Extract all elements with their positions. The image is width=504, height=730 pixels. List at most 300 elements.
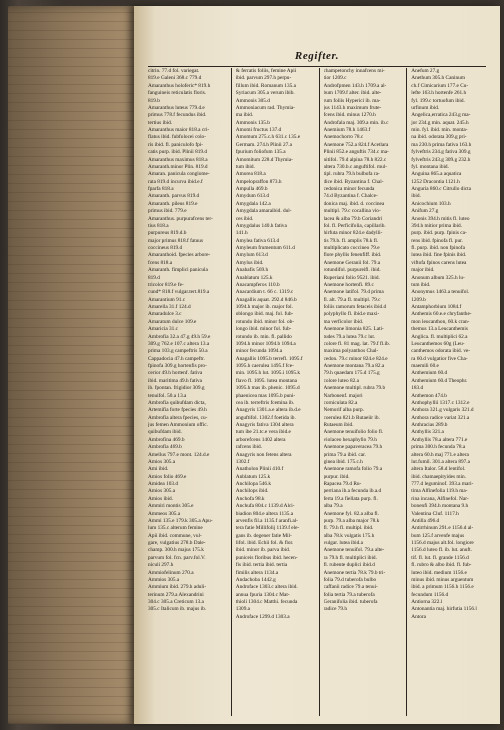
index-entry-line: Amygdala amaraibid. dul- xyxy=(235,208,292,215)
index-entry-line: altera Italor. 58.d lentifol. xyxy=(411,466,466,473)
page-title-text: Regifter. xyxy=(294,50,340,62)
index-entry-line: Androfpmen 143.h 1709.a al- xyxy=(323,82,387,89)
index-entry-line: min. 1095.h lut. 1095.i 1095.k xyxy=(235,370,301,377)
index-entry-line: Amyleum frumentum 611.d xyxy=(235,245,295,251)
index-entry-line: quibufdam ibid. xyxy=(148,429,182,436)
index-entry-line: ma ibid. xyxy=(235,112,254,119)
index-entry-line: Anagyris fativa 1304 altera xyxy=(235,422,294,428)
index-entry-line: rafcens ibid. xyxy=(235,444,262,451)
index-entry-line: Angelica,erratica 243.g ma- xyxy=(411,112,471,119)
index-entry-line: Amylum 613.d xyxy=(235,252,268,259)
index-column-2 xyxy=(232,68,320,716)
index-entry-line: Ammoniacum rad. Thymia- xyxy=(235,104,295,111)
index-entry-line: vulgar. lutea ibid.a xyxy=(323,540,363,546)
index-entry-line: Amios folio 469.e xyxy=(148,473,187,480)
index-entry-line: 1209.b xyxy=(411,296,426,303)
index-entry-line: polyphyllo fl. ibid.e maxi- xyxy=(323,311,380,318)
index-entry-line: Anacardium t. 66 c. 1319.c xyxy=(235,289,294,296)
index-entry-line: major ibid. xyxy=(411,267,435,274)
index-entry-line: Anthora radice variat 321.a xyxy=(411,414,470,421)
index-entry-line: jor 234.g min. aquat. 245.h xyxy=(411,119,469,126)
index-entry-line: coerulea 821.b Rutaeiir ib. xyxy=(323,414,380,421)
index-entry-line: Anemone ramofa folio 79.a xyxy=(323,466,383,473)
left-page-edge xyxy=(8,6,136,724)
index-entry-line: Antirrhinum 291.e 1156.d al- xyxy=(411,525,474,532)
index-entry-line: Amygdalus 140.h fativa xyxy=(235,222,287,229)
index-column-4 xyxy=(407,68,494,716)
index-entry-line: Ammeos 305.a xyxy=(148,510,181,517)
index-entry-line: tis 79.b. fl. amplis 78.k fl. xyxy=(323,237,379,244)
index-entry-line: corniculata 82.a xyxy=(323,399,358,406)
index-entry-line: Anchilopa 546.k xyxy=(235,481,272,487)
index-entry-line: fcens 818.a xyxy=(148,259,173,266)
index-entry-line: alba 78.k vulgatis 175.h xyxy=(323,532,375,539)
index-columns xyxy=(144,68,494,716)
index-entry-line: lut.fumil. 301.a altera 897.a xyxy=(411,458,470,465)
index-entry-line: Anthemium 60.d xyxy=(411,370,448,377)
index-entry-line: Anagallis 1095.b terrefl. 1095.f xyxy=(235,355,303,362)
index-entry-line: 1094.h minor 1094.b 1094.a xyxy=(235,340,296,347)
index-entry-line: ra 79.h fl. multiplici ibid. xyxy=(323,554,377,561)
index-entry-line: Antamphorbium 1084.f xyxy=(411,304,462,310)
index-entry-line: fecundum 1156.d xyxy=(411,591,449,598)
index-entry-line: champ. 300.h majus 175.k xyxy=(148,547,204,554)
index-entry-line: 1156.d majus alt.fol. longiore xyxy=(411,540,474,546)
index-entry-line: Ampelopraffon 873.h xyxy=(235,178,282,185)
index-entry-line: jus femen Ammonium offic. xyxy=(148,422,208,428)
index-entry-line: anguftifol. 1302.f foetida ib. xyxy=(235,414,296,421)
index-entry-line: Anacampferos 110.b xyxy=(235,281,280,288)
index-entry-line: Amidea 103.d xyxy=(148,481,179,487)
index-entry-line: Anemone tenuifolio folio fl. xyxy=(323,429,384,436)
index-entry-line: maemili 60.e xyxy=(411,363,439,369)
index-entry-line: Antora xyxy=(411,613,426,620)
index-entry-line: fylveftris 234.g fativa 309.g xyxy=(411,149,471,156)
index-entry-line: fyl. 199.c tortuofum ibid. xyxy=(411,97,465,104)
index-entry-line: Amydum 613.d xyxy=(235,193,270,200)
index-entry-line: Anthophyllii 1317.c 1312.e xyxy=(411,399,470,406)
index-entry-line: ibid. xyxy=(411,193,421,200)
index-entry-line: 819.b xyxy=(148,97,160,104)
index-entry-line: lum 135.c alterum femine xyxy=(148,525,203,532)
index-entry-line: tudes 79.a lutea 79.c lut. xyxy=(323,333,376,340)
index-entry-line: Anifum 27.g xyxy=(411,208,439,215)
page-title xyxy=(134,50,500,67)
index-entry-line: Amomi fructus 137.d xyxy=(235,127,282,133)
index-entry-line: puniceis floribus ibid. hecen- xyxy=(235,554,298,561)
index-entry-line: fl. rubro & albo ibid. fl. fub- xyxy=(411,562,472,569)
index-entry-line: rotundo ibid. minor fol. ob- xyxy=(235,318,295,325)
index-entry-line: prima 79.a ibid. car. xyxy=(323,451,366,458)
index-entry-line: cedonica minor fecunda xyxy=(323,186,375,192)
index-entry-line: Anemone tertia 78.k 79.b tri- xyxy=(323,569,386,576)
index-entry-line: purp. 79.a alba major 78.k xyxy=(323,517,380,524)
index-entry-line: thioli 1304.c Matthi. fecunda xyxy=(235,599,298,605)
index-entry-line: Antilla 496.d xyxy=(411,517,440,524)
index-entry-line: Valentina Cluf. 1117.h xyxy=(411,510,459,517)
index-entry-line: Anthyllis 321.a xyxy=(411,429,444,436)
index-entry-line: Ami ibid. xyxy=(148,466,169,473)
index-entry-line: Amygdala 142.a xyxy=(235,200,271,207)
index-entry-line: bum 1709.f alter. ibid. alte- xyxy=(323,90,382,97)
index-entry-line: Anchilops ibid. xyxy=(235,488,269,495)
index-entry-line: biadion 804.e altera 1135.a xyxy=(235,510,294,517)
index-entry-line: fylveftris 243.g 309.g 232.h xyxy=(411,156,471,163)
index-entry-line: fl. alt. 79.a fl. multipl. 79.c xyxy=(323,296,381,303)
index-entry-line: 1094.h major ib. major fol. xyxy=(235,304,293,310)
index-entry-line: Anonum album 325.h lu- xyxy=(411,274,465,281)
index-entry-line: purp. ibid. purp. fpinis ca- xyxy=(411,230,467,237)
index-entry-line: cund* 818.f vulgar.tert.819.a xyxy=(148,289,210,296)
index-entry-line: Andachoba 1442.g xyxy=(235,576,276,583)
index-entry-line: parvum fol. fcn. parv.fol.V. xyxy=(148,554,206,561)
index-entry-line: Anemone fyl. 82.a alba fl. xyxy=(323,510,379,517)
index-entry-line: bonenfi 394.h montana 9.h xyxy=(411,503,469,510)
index-entry-line: maxima polyanthos Chal- xyxy=(323,348,379,355)
index-entry-line: Syriacum 305.a verum ibib. xyxy=(235,90,295,97)
index-entry-line: ma verficolor ibid. xyxy=(323,318,364,325)
index-entry-line: catis purp. ibid. Plinii 819.d xyxy=(148,149,208,156)
index-entry-line: Anthemon 474.b xyxy=(411,392,447,399)
index-entry-line: ferta 19.a fiellata purp. fl. xyxy=(323,495,378,502)
index-entry-line: Antonantia maj. hirfutia 1156.l xyxy=(411,606,477,613)
index-entry-line: Anemone Geranii fol. 79.a xyxy=(323,259,381,266)
index-entry-line: urfinum ibid. xyxy=(411,104,440,111)
index-entry-line: lefte 163.h hortenfe 261.h xyxy=(411,90,467,97)
index-entry-line: na ibid. odorata 309.g pri- xyxy=(411,134,467,141)
index-entry-line: Anagyris non fetens altera xyxy=(235,451,292,458)
index-entry-line: tricolor 819.e fe- xyxy=(148,281,184,288)
index-entry-line: Anethum 305.h Caninum xyxy=(411,75,465,82)
index-entry-line: tior 1209.c xyxy=(323,75,347,82)
index-entry-line: longo ibid. minor fol. fub- xyxy=(235,326,292,333)
index-entry-line: fpurium foliofum 135.a xyxy=(235,149,286,156)
index-entry-line: 309.g 762.e 107.c altera 13.a xyxy=(148,340,210,347)
index-entry-line: niculi 297.h xyxy=(148,562,174,569)
index-entry-line: dice ibid. Byzantina f. Chal- xyxy=(323,178,384,185)
index-entry-line: hirfuta minor 824.e dadylli- xyxy=(323,230,383,237)
index-entry-line: Anemone tenuifol. 79.a alte- xyxy=(323,547,385,554)
book-page xyxy=(134,6,500,724)
index-entry-line: Anguina 865.a aquatica xyxy=(411,171,462,178)
index-entry-line: purpur. ibid. xyxy=(323,473,350,480)
index-entry-line: Nemorif alba purp. xyxy=(323,407,364,414)
index-entry-line: coccineus 819.d xyxy=(148,245,183,251)
index-entry-line: oblongo ibid. maj. fol. fub- xyxy=(235,311,294,318)
index-entry-line: Anatholon Plinii 410.f xyxy=(235,466,284,473)
index-entry-line: rata 819.d incurva ibid.e.f xyxy=(148,178,203,185)
index-entry-line: Anonymus 1463.a tenuifol. xyxy=(411,289,470,296)
index-entry-line: donica maj. ibid. d. coccinea xyxy=(323,200,385,207)
index-entry-line: Anabafis 569.h xyxy=(235,267,269,274)
index-entry-line: Amios ibid. xyxy=(148,495,174,502)
index-entry-line: tera fatie Millifolij 1139.f ele- xyxy=(235,525,300,532)
index-entry-line: foliis ramorum fetaceis ibid.d xyxy=(323,304,387,310)
index-entry-line: rina incana, Alfinefol. Nar- xyxy=(411,495,469,502)
index-entry-line: rotundifol. purpureifl. ibid. xyxy=(323,267,381,274)
index-entry-line: Germam. 274.h Plinii 27.a xyxy=(235,141,292,148)
index-entry-line: ibid. maritima 49.h fativa xyxy=(148,377,202,384)
index-entry-line: purpureus 819.d.b xyxy=(148,230,187,237)
index-entry-line: arvenfis fil.a 1135.f aranfi.al- xyxy=(235,517,298,524)
index-entry-line: Amaranth.minor Plin. 819.d xyxy=(148,163,208,170)
index-entry-line: fl. purp. ibid. non fpinofa xyxy=(411,245,465,251)
index-entry-line: prima 103.g campeftris 50.a xyxy=(148,348,208,355)
index-entry-line: themus 13.a Leucanthemis xyxy=(411,326,468,333)
index-entry-line: primus 778.f fecundus ibid. xyxy=(148,112,207,119)
index-entry-line: Apii ibid. commune, vul- xyxy=(148,532,202,539)
index-entry-line: fpinofa 309.g hortenfis pro- xyxy=(148,363,207,369)
index-entry-line: radice 79.h xyxy=(323,606,348,613)
index-entry-line: Anglica. fl. multiplici 62.a xyxy=(411,333,468,340)
index-entry-line: ibid. minor ib. parva ibid. xyxy=(235,547,291,554)
index-entry-line: 1309.a xyxy=(235,606,251,613)
index-entry-line: Antiorna 322.l xyxy=(411,599,443,605)
index-entry-line: Androfala maj. 309.a min. ib.c xyxy=(323,119,389,126)
index-entry-line: lutea ibid. fine fpinis ibid. xyxy=(411,252,467,259)
index-entry-line: primus ibid. 779.e xyxy=(148,208,187,215)
index-entry-line: Ambrofina 469.b xyxy=(148,436,185,443)
index-entry-line: viftofa fpinos carens lutea xyxy=(411,259,467,266)
index-entry-line: Ammonis 305.d xyxy=(235,97,270,104)
index-entry-line: caffanii radice 79.a tenui- xyxy=(323,584,378,591)
index-entry-line: Ammios 305.a xyxy=(148,576,180,583)
index-entry-line: Amarantium 91.c xyxy=(148,296,186,303)
index-entry-line: fparfa 818.a xyxy=(148,186,174,192)
index-entry-line: lifol. ibid. Echii fol. & flor. xyxy=(235,540,294,546)
index-entry-line: fyl. montana ibid. xyxy=(411,163,449,170)
index-entry-line: colore fl. 81 mag. lat. 79.f fl.ib. xyxy=(323,340,390,347)
index-entry-line: Amios 305.a xyxy=(148,458,176,465)
index-entry-line: Amios 305.a xyxy=(148,488,176,495)
index-entry-line: Amaranthus luteus 779.d.e xyxy=(148,104,205,111)
index-entry-line: Anthracias 289.b xyxy=(411,422,448,428)
index-entry-line: Amomitum 228.d Thymia- xyxy=(235,156,293,163)
index-entry-line: Amaranthus maximus 818.a xyxy=(148,156,208,163)
index-entry-line: major primus 818.f fatuus xyxy=(148,237,204,244)
index-entry-line: 1156.d luteo fl. ib. lut. anuft. xyxy=(411,547,472,554)
index-entry-line: 74.d Byzantina f. Chalce- xyxy=(323,193,378,200)
index-column-3 xyxy=(320,68,408,716)
index-entry-line: 1302.f xyxy=(235,458,250,465)
index-entry-line: alba 79.a xyxy=(323,503,343,510)
index-entry-line: Anemone papaveracea 79.h xyxy=(323,444,383,451)
index-entry-line: 141.h xyxy=(235,230,248,237)
index-entry-line: Ammi 135.e 179.k 305.a Apu- xyxy=(148,517,213,524)
index-entry-line: altera 730.b.c anguftifol. mul- xyxy=(323,163,388,170)
index-entry-line: Amaranth. pileus 819.e xyxy=(148,200,198,207)
index-entry-line: multiplicato coccineo 79.e xyxy=(323,245,380,251)
index-entry-line: altera 60.h maj 771.e altera xyxy=(411,451,469,458)
index-column-1 xyxy=(144,68,232,716)
index-entry-line: 183.d xyxy=(411,385,424,392)
index-entry-line: Plinii 852.e anguftis 734.c ma- xyxy=(323,149,389,156)
index-entry-line: annua fpuria 1304.c Mat- xyxy=(235,591,290,598)
index-entry-line: Anicochium 103.h xyxy=(411,200,451,207)
index-entry-line: tipl. rubra 79.h bulbofa ra- xyxy=(323,171,380,178)
index-entry-line: ginea ibid. 175.c.h xyxy=(323,458,363,465)
index-entry-line: Anemone 752.a 824.f Acetlara xyxy=(323,141,389,148)
index-entry-line: Ammium ibid. 279.h aduli- xyxy=(148,584,207,591)
index-entry-line: tima Alfinefolia 119.h ma- xyxy=(411,488,468,495)
index-entry-line: Amarella 31.f 124.d xyxy=(148,304,191,310)
index-entry-line: rens ibid. fpinofa fl. pur. xyxy=(411,237,463,244)
index-entry-line: Anagallis aquat. 292.d 846.b xyxy=(235,296,297,303)
index-entry-line: Ammiofelinum 270.a xyxy=(148,569,194,576)
index-entry-line: ris ibid. fl. paniculofo fpi- xyxy=(148,141,204,148)
index-entry-line: mon leucanthon, 60.k cran- xyxy=(411,318,470,325)
index-entry-line: ibid. a primum 1156.h 1156.e xyxy=(411,584,474,591)
index-entry-line: Anblatum 125.k xyxy=(235,473,271,480)
index-entry-line: 819.e Galeni 368.c 779.d xyxy=(148,75,202,82)
index-entry-line: cea ib. terreftris fcemina ib. xyxy=(235,399,295,406)
index-entry-line: citrin. 77.d fol. variegat. xyxy=(148,68,200,74)
index-entry-line: Amaranthus maior 818.a cri- xyxy=(148,127,210,133)
index-entry-line: Anemochorro 78.c xyxy=(323,134,364,141)
index-entry-line: minor fecunda 1094.a xyxy=(235,348,283,355)
index-entry-line: Anemone latifol. 79.d prima xyxy=(323,289,384,296)
index-entry-line: Ruperiani folio 9521. ibid. xyxy=(323,274,380,281)
index-entry-line: Anchofa 98.k xyxy=(235,495,265,502)
index-entry-line: cedon. 79.c minor 824.e 824.e xyxy=(323,355,388,362)
index-entry-line: Anemium 78.h 1463.f xyxy=(323,127,371,133)
index-entry-line: ra 60.d vulgatior five Cha- xyxy=(411,355,468,362)
index-entry-line: multipl. 79.c cocallina vio- xyxy=(323,208,381,215)
index-entry-line: Androface 1299.d 1303.a xyxy=(235,613,290,620)
index-entry-line: fl. rubente duplici ibid.d xyxy=(323,562,375,569)
index-entry-line: Amaranthoid. fpecies arbore- xyxy=(148,252,211,259)
index-entry-line: Anthemis 60.e.e chryfanthe- xyxy=(411,311,472,318)
index-entry-line: Anthyllis 78.a altera 771.e xyxy=(411,436,468,443)
index-entry-line: luteo ibid. medium 1156.e xyxy=(411,569,467,576)
index-entry-line: fl. 79.h fl. multipl. ibid. xyxy=(323,525,374,532)
index-entry-line: Amaranthus. purpurafcens ter- xyxy=(148,215,213,222)
index-entry-line: Anagyris 1301.a.e altera ib.d.e xyxy=(235,407,301,414)
index-entry-line: Geranifolia ibid. tuberofa xyxy=(323,599,378,605)
index-entry-line: Anchufa 804.c 1139.d Alci- xyxy=(235,503,295,510)
index-entry-line: Amylus ibid. xyxy=(235,259,264,266)
index-entry-line: Amellus 797.e mont. 124.d.e xyxy=(148,451,210,458)
index-entry-line: Narbonenf. majori xyxy=(323,392,363,399)
index-entry-line: Rapacea 79.d Ru- xyxy=(323,481,362,487)
index-entry-line: arborefcens 1402 altera xyxy=(235,436,286,443)
index-entry-line: Amaratum dulce 109.e xyxy=(148,318,197,325)
index-entry-line: folia 79.d tuberofa bulbo xyxy=(323,576,377,583)
index-entry-line: & ferratis foliis, femine Apii xyxy=(235,68,297,74)
index-entry-line: Amylea fativa 613.d xyxy=(235,237,280,244)
index-entry-line: 777.d leguminof. 393.a mari- xyxy=(411,481,474,487)
index-entry-line: 819.d xyxy=(148,274,160,281)
index-entry-line: tif. fl. lut. fl. grande 1156.d xyxy=(411,554,469,561)
index-entry-line: tius 818.a xyxy=(148,222,169,229)
index-entry-line: Amaranth. fimplici panicula xyxy=(148,267,208,274)
index-entry-line: minus ibid. minus arguentum xyxy=(411,576,474,583)
index-entry-line: Amaricia 31.c xyxy=(148,326,179,333)
index-entry-line: Ambrofia quibufdam dicta, xyxy=(148,399,206,406)
index-entry-line: tertius ibid. xyxy=(148,119,173,126)
index-entry-line: Amaran. panicula conglome- xyxy=(148,171,210,178)
index-entry-line: tum ibid. xyxy=(235,163,255,170)
index-entry-line: Ammiri montis 305.e xyxy=(148,503,194,510)
index-entry-line: fcens ibid. minus 1270.h xyxy=(323,112,376,119)
index-entry-line: Ammonis 135.b xyxy=(235,119,270,126)
index-entry-line: ib. fpontan. frigidior 309.g xyxy=(148,385,205,392)
index-entry-line: ibid. chamaepityides min. xyxy=(411,473,466,480)
index-entry-line: 394.h mitior prima ibid. xyxy=(411,222,463,229)
index-entry-line: Amaranth. parvus 819.d xyxy=(148,193,200,200)
index-entry-line: champetonchy innafcens mi- xyxy=(323,68,385,74)
index-entry-line: Amomum 275.c.h 631.c 135.e xyxy=(235,134,301,141)
index-entry-line: flore phyllis fenenfiff. ibid. xyxy=(323,252,382,259)
index-entry-line: bum 125.f arvenfe majus xyxy=(411,532,465,539)
index-entry-line: Anemone limonia 825. Lati- xyxy=(323,326,384,333)
index-entry-line: flavo fl. 1095. lutea montana xyxy=(235,377,297,384)
index-entry-line: Cappadocia 47.h campeftr. xyxy=(148,355,205,362)
index-entry-line: ces ibid. xyxy=(235,215,254,222)
index-entry-line: ibid. parvum 297.h perpu- xyxy=(235,75,292,82)
index-entry-line: Ambrofia 469.b xyxy=(148,444,182,451)
index-entry-line: fanguineis reticulatis floris. xyxy=(148,90,207,97)
index-entry-line: Anemone multipl. rubra 79.b xyxy=(323,385,386,392)
index-entry-line: fimilis altera 1134.a xyxy=(235,569,279,576)
index-entry-line: 305.c Italicum ib. majus ib. xyxy=(148,606,207,613)
index-entry-line: gans ib. degener fatie Mil- xyxy=(235,532,292,539)
index-entry-line: lacea & alba 79.b Coriandri xyxy=(323,215,383,222)
index-entry-line: colore luteo 82.a xyxy=(323,377,359,384)
index-entry-line: Ampulla 469.b xyxy=(235,186,268,192)
index-entry-line: Anablatum 125.k xyxy=(235,274,273,281)
index-entry-line: Anthora 321.g vulgaris 321.d xyxy=(411,407,474,414)
index-entry-line: prima 300.h fecunda 78.a xyxy=(411,444,466,451)
index-entry-line: fillum ibid. Romanum 135.a xyxy=(235,82,296,89)
index-entry-line: Amaranthus holoferic* 819.h xyxy=(148,82,211,89)
index-entry-line: jus 1143.h maximum frute- xyxy=(323,104,382,111)
index-entry-line: Anguria 860.c Citrullo dicta xyxy=(411,186,471,192)
index-entry-line: violaceo hexaphyllo 79.h xyxy=(323,436,377,443)
index-entry-line: Artemifia forte fpecies 49.h xyxy=(148,407,207,414)
title-rule xyxy=(148,66,486,67)
index-entry-line: Anthemium 60.d Theophr. xyxy=(411,377,468,384)
index-entry-line: tum ibid. xyxy=(411,281,431,288)
index-entry-line: canthemos odorata ibid. ve- xyxy=(411,348,471,355)
index-entry-line: Rutaeum ibid. xyxy=(323,422,354,428)
index-entry-line: phaenicea mas 1095.b puni- xyxy=(235,392,296,399)
index-entry-line: 1252 Dracontia 1121.h xyxy=(411,178,460,185)
index-entry-line: flatus ibid. fubfolocei colo- xyxy=(148,134,206,141)
index-entry-line: rum foliis Hyperici ib. ma- xyxy=(323,97,381,104)
index-entry-line: ma 230.h prima fativa 163.h xyxy=(411,141,472,148)
index-entry-line: tenuifol. 50.a 13.a xyxy=(148,392,187,399)
index-entry-line: rotundo ib. min. fl. pallido xyxy=(235,333,292,340)
index-entry-line: Androface 1303.c altera ibid. xyxy=(235,584,298,591)
index-entry-line: 1095.h mas ib. phenic. 1095.d xyxy=(235,385,300,392)
index-entry-line: nitifol. 79.d alpina 78.h 822.c xyxy=(323,156,387,163)
index-entry-line: 1095.h caerulea 1495.f fce- xyxy=(235,363,294,369)
index-entry-line: fis ibid. tertia ibid. tertia xyxy=(235,562,288,569)
index-entry-line: tum ibe 21.tc.e vera ibid.e xyxy=(235,429,291,436)
index-entry-line: 304.c 305.a Creticum 13.a xyxy=(148,599,204,605)
index-entry-line: Leucanthemos 60g (Leu- xyxy=(411,340,465,347)
index-entry-line: min. fyl. ibid. min. monta- xyxy=(411,127,468,133)
index-entry-line: cerior 49.h hortenf. fativa xyxy=(148,370,203,377)
index-entry-line: terinum 279.a Alexandrini xyxy=(148,591,204,598)
index-entry-line: Amorea 818.a xyxy=(235,171,266,178)
index-entry-line: Amaradulce 3.c xyxy=(148,311,182,318)
index-entry-line: 79.h quaedam 175.d 175.g xyxy=(323,370,380,377)
index-entry-line: Anemone montana 79.a 82.a xyxy=(323,363,385,369)
index-entry-line: perriana ib.a fecunda ib.a.d xyxy=(323,488,382,495)
index-entry-line: Anemone hortenfi. 89.c xyxy=(323,281,374,288)
